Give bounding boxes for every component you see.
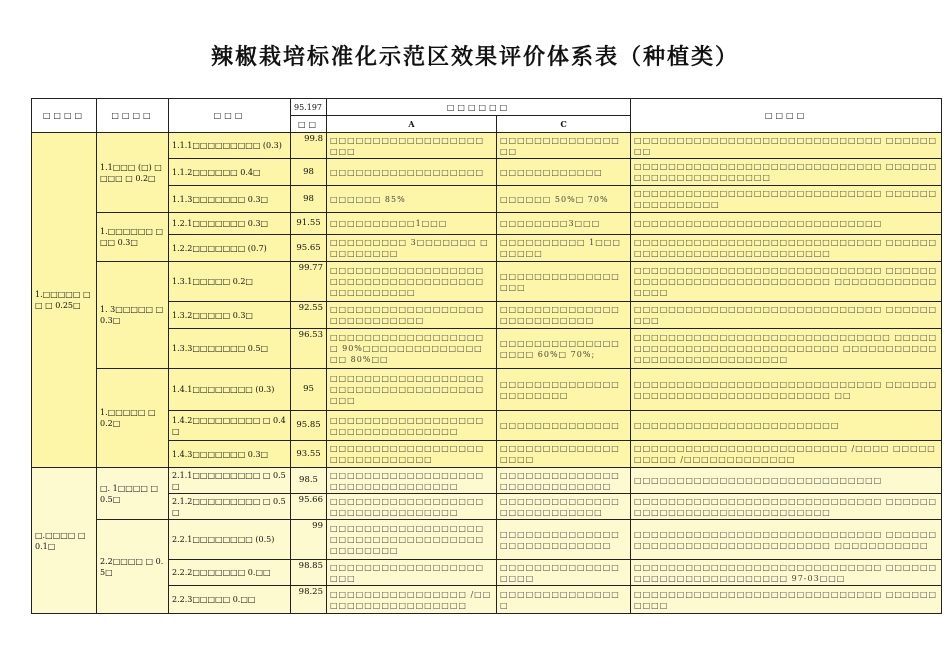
score-cell: 95.66 [291,494,327,520]
table-row [32,133,942,159]
section-label: □.□□□□ □ 0.1□ [32,468,97,614]
table-row [32,468,942,494]
table-row [32,441,942,468]
note-cell: □□□□□□□□□□□□□□□□□□□□□□□□□□□□□ [631,468,942,494]
grade-a-cell: □□□□□□□□□□□□□□□□□□ □□□□□□□□□□□□□□□□□□ □□□□□□□□□□ [327,262,497,302]
evaluation-table [31,98,942,614]
grade-c-cell: □□□□□□□□□□□□ [497,159,631,186]
group-label: □. 1□□□□ □ 0.5□ [97,468,169,520]
note-cell: □□□□□□□□□□□□□□□□□□□□□□□□□□□□□ □□□□□□□□□□□□□□□□ [631,186,942,213]
score-cell: 92.55 [291,302,327,329]
grade-a-cell: □□□□□□ 85% [327,186,497,213]
table-row [32,560,942,586]
grade-a-cell: □□□□□□□□□□□□□□□□□□ [327,159,497,186]
header-grade-group: □□□□□□ [327,99,631,116]
grade-a-cell: □□□□□□□□□□□□□□□□□□ □□□□□□□□□□□□□□□ [327,468,497,494]
score-cell: 96.53 [291,329,327,369]
table-row [32,262,942,302]
grade-c-cell: □□□□□□□□3□□□ [497,213,631,235]
grade-a-cell: □□□□□□□□□□□□□□□□□□ □□□ [327,133,497,159]
header-col2: □□□□ [97,99,169,133]
score-cell: 98 [291,186,327,213]
table-row [32,302,942,329]
grade-c-cell: □□□□□□□□□□ 1□□□ □□□□□ [497,235,631,262]
grade-c-cell: □□□□□□□□□□□□□□ □□□□ [497,441,631,468]
grade-c-cell: □□□□□□□□□□□□□□ □□□□□□□□□□□□□ [497,468,631,494]
item-cell: 1.1.3□□□□□□□ 0.3□ [169,186,291,213]
score-cell: 98.5 [291,468,327,494]
table-row [32,520,942,560]
table-row [32,369,942,411]
grade-c-cell: □□□□□□□□□□□□□□ □□□□ [497,560,631,586]
item-cell: 1.4.3□□□□□□□ 0.3□ [169,441,291,468]
table-row [32,329,942,369]
grade-a-cell: □□□□□□□□□□□□□□□□ /□□ □□□□□□□□□□□□□□□□ [327,586,497,614]
table-row [32,586,942,614]
grade-c-cell: □□□□□□ 50%□ 70% [497,186,631,213]
note-cell: □□□□□□□□□□□□□□□□□□□□□□□□□□□□□ □□□□□□□□□□□□□□□□□□□□□□□□□□□□□ □□□□□□□□□□□□□□□□ [631,262,942,302]
header-col-last: □□□□ [631,99,942,133]
page-title: 辣椒栽培标准化示范区效果评价体系表（种植类） [210,45,739,70]
grade-a-cell: □□□□□□□□□□□□□□□□□□ □ 90%□□□□□□□□□□□□□□ □□ 80%□□ [327,329,497,369]
table-row [32,213,942,235]
score-cell: 98.25 [291,586,327,614]
grade-a-cell: □□□□□□□□□□1□□□ [327,213,497,235]
item-cell: 2.2.1□□□□□□□□ (0.5) [169,520,291,560]
item-cell: 1.3.1□□□□□ 0.2□ [169,262,291,302]
note-cell: □□□□□□□□□□□□□□□□□□□□□□□□□□□□□ □□□□□□□□□□□□□□□□□□□□□□□□□□□□□ [631,235,942,262]
note-cell: □□□□□□□□□□□□□□□□□□□□□□□□□□□□□ [631,213,942,235]
grade-c-cell: □□□□□□□□□□□□□□ □□ [497,133,631,159]
header-score-top: 95.197 [291,99,327,116]
group-label: 2.2□□□□ □ 0.5□ [97,520,169,614]
score-cell: 95.65 [291,235,327,262]
score-cell: 98 [291,159,327,186]
item-cell: 1.2.2□□□□□□□ (0.7) [169,235,291,262]
grade-c-cell: □□□□□□□□□□□□□□ □□□□ 60%□ 70%; [497,329,631,369]
note-cell: □□□□□□□□□□□□□□□□□□□□□□□□ [631,411,942,441]
item-cell: 1.1.2□□□□□□ 0.4□ [169,159,291,186]
score-cell: 93.55 [291,441,327,468]
score-cell: 91.55 [291,213,327,235]
header-grade-c: C [497,116,631,133]
table-row [32,186,942,213]
grade-a-cell: □□□□□□□□□□□□□□□□□□ □□□□□□□□□□□□□□□ [327,494,497,520]
grade-c-cell: □□□□□□□□□□□□□□ □□□□□□□□□□□□□ [497,520,631,560]
grade-c-cell: □□□□□□□□□□□□□□ [497,411,631,441]
table-row [32,159,942,186]
grade-a-cell: □□□□□□□□□ 3□□□□□□□ □□□□□□□□□ [327,235,497,262]
header-col1: □□□□ [32,99,97,133]
note-cell: □□□□□□□□□□□□□□□□□□□□□□□□□□□□□ □□□□□□□□□□ [631,586,942,614]
group-label: 1.□□□□□ □ 0.2□ [97,369,169,468]
score-cell: 98.85 [291,560,327,586]
note-cell: □□□□□□□□□□□□□□□□□□□□□□□□□□□□□ □□□□□□□□□□□□□□□□□□□□□□ [631,159,942,186]
header-score-bottom: □□ [291,116,327,133]
group-label: 1.1□□□ (□) □□□□ □ 0.2□ [97,133,169,213]
item-cell: 1.1.1□□□□□□□□□ (0.3) [169,133,291,159]
note-cell: □□□□□□□□□□□□□□□□□□□□□□□□□□□□□□ □□□□□□□□□□□□□□□□□□□□□□□□□□□□□ □□□□□□□□□□□□□□□□□□□□□□□□□□□□□ [631,329,942,369]
grade-c-cell: □□□□□□□□□□□□□□ □□□□□□□□□□□ [497,302,631,329]
note-cell: □□□□□□□□□□□□□□□□□□□□□□□□□□□□□ □□□□□□□□□□□□□□□□□□□□□□□□□□□□□ □□ [631,369,942,411]
score-cell: 99 [291,520,327,560]
header-row [32,99,942,116]
score-cell: 95 [291,369,327,411]
header-col3: □□□ [169,99,291,133]
note-cell: □□□□□□□□□□□□□□□□□□□□□□□□□□□□□ □□□□□□□□□□□□□□□□□□□□□□□□□□□□□ [631,494,942,520]
item-cell: 2.2.2□□□□□□□ 0.□□ [169,560,291,586]
section-label: 1.□□□□□ □□ □ 0.25□ [32,133,97,468]
group-label: 1.□□□□□□ □□□ 0.3□ [97,213,169,262]
score-cell: 99.8 [291,133,327,159]
note-cell: □□□□□□□□□□□□□□□□□□□□□□□□□□□□□ □□□□□□□□ [631,133,942,159]
note-cell: □□□□□□□□□□□□□□□□□□□□□□□□□□□□□ □□□□□□□□□□□□□□□□□□□□□□□□ 97-03□□□ [631,560,942,586]
item-cell: 1.3.3□□□□□□□ 0.5□ [169,329,291,369]
grade-c-cell: □□□□□□□□□□□□□□ □□□ [497,262,631,302]
grade-c-cell: □□□□□□□□□□□□□□ □□□□□□□□□□□□ [497,494,631,520]
item-cell: 1.4.2□□□□□□□□□ □ 0.4□ [169,411,291,441]
score-cell: 99.77 [291,262,327,302]
item-cell: 2.1.2□□□□□□□□□ □ 0.5□ [169,494,291,520]
grade-a-cell: □□□□□□□□□□□□□□□□□□ □□□ [327,560,497,586]
group-label: 1. 3□□□□□ □ 0.3□ [97,262,169,369]
grade-c-cell: □□□□□□□□□□□□□□ □ [497,586,631,614]
grade-a-cell: □□□□□□□□□□□□□□□□□□ □□□□□□□□□□□ [327,302,497,329]
grade-a-cell: □□□□□□□□□□□□□□□□□□ □□□□□□□□□□□□ [327,441,497,468]
item-cell: 1.2.1□□□□□□□ 0.3□ [169,213,291,235]
note-cell: □□□□□□□□□□□□□□□□□□□□□□□□□□□□□ □□□□□□□□□□□□□□□□□□□□□□□□□□□□□ □□□□□□□□□□□ [631,520,942,560]
item-cell: 2.1.1□□□□□□□□□ □ 0.5□ [169,468,291,494]
item-cell: 2.2.3□□□□□ 0.□□ [169,586,291,614]
score-cell: 95.85 [291,411,327,441]
note-cell: □□□□□□□□□□□□□□□□□□□□□□□□□□□□□ □□□□□□□□□ [631,302,942,329]
header-grade-a: A [327,116,497,133]
table-row [32,235,942,262]
grade-c-cell: □□□□□□□□□□□□□□ □□□□□□□□ [497,369,631,411]
item-cell: 1.4.1□□□□□□□□ (0.3) [169,369,291,411]
grade-a-cell: □□□□□□□□□□□□□□□□□□ □□□□□□□□□□□□□□□□□□ □□□□□□□□ [327,520,497,560]
grade-a-cell: □□□□□□□□□□□□□□□□□□ □□□□□□□□□□□□□□□□□□ □□□ [327,369,497,411]
grade-a-cell: □□□□□□□□□□□□□□□□□□ □□□□□□□□□□□□□□□ [327,411,497,441]
table-row [32,494,942,520]
item-cell: 1.3.2□□□□□ 0.3□ [169,302,291,329]
table-row [32,411,942,441]
note-cell: □□□□□□□□□□□□□□□□□□□□□□□□□ /□□□□ □□□□□□□□□□ /□□□□□□□□□□□□□ [631,441,942,468]
